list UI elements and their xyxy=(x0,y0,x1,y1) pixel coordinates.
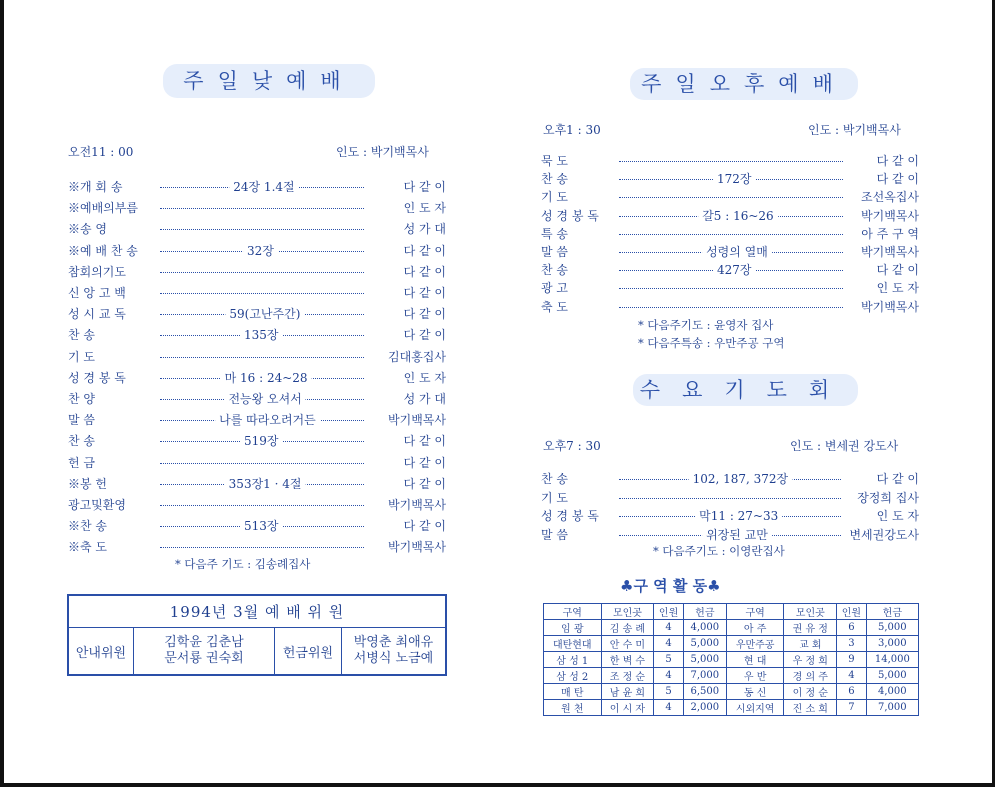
district-cell: 이 시 자 xyxy=(601,700,654,716)
wednesday-prayer-title: 수요기도회 xyxy=(633,374,858,406)
order-item-detail: 막11 : 27~33 xyxy=(695,506,782,526)
order-item-label: 성 경 봉 독 xyxy=(541,509,599,523)
order-item-person: 다 같 이 xyxy=(403,243,446,258)
district-cell: 동 신 xyxy=(726,684,784,700)
district-cell: 대탄현대 xyxy=(544,636,602,652)
order-item-label: 묵 도 xyxy=(541,154,568,168)
order-item-label: ※예 배 찬 송 xyxy=(68,243,138,258)
leader-dots xyxy=(160,272,364,273)
order-row xyxy=(541,278,919,298)
district-cell: 4 xyxy=(837,668,867,684)
order-item-label: 찬 송 xyxy=(68,434,95,449)
order-row xyxy=(68,389,446,409)
sunday-afternoon-title: 주일오후예배 xyxy=(630,68,858,100)
order-item-detail: 513장 xyxy=(240,516,283,536)
afternoon-leader: 인도 : 박기백목사 xyxy=(808,123,901,137)
district-cell: 6,500 xyxy=(683,684,726,700)
order-item-person: 박기백목사 xyxy=(388,540,446,555)
district-cell: 권 유 정 xyxy=(784,620,837,636)
order-item-label: ※송 영 xyxy=(68,222,107,237)
district-cell: 4 xyxy=(654,620,684,636)
district-cell: 한 벽 수 xyxy=(601,652,654,668)
order-row xyxy=(541,169,919,189)
order-item-detail: 24장 1.4절 xyxy=(229,177,298,197)
order-item-person: 김대홍집사 xyxy=(388,349,446,364)
leader-dots xyxy=(619,161,843,162)
order-item-person: 조선옥집사 xyxy=(861,190,919,205)
leader-dots xyxy=(619,307,843,308)
order-row xyxy=(541,506,919,526)
order-item-label: 말 씀 xyxy=(541,527,568,542)
order-item-person: 장정희 집사 xyxy=(857,490,919,505)
district-cell: 4,000 xyxy=(866,684,918,700)
order-item-person: 인 도 자 xyxy=(876,281,919,296)
district-cell: 삼 성 2 xyxy=(544,668,602,684)
district-cell: 4 xyxy=(654,700,684,716)
order-item-detail: 위장된 교만 xyxy=(702,525,772,545)
order-row xyxy=(68,241,446,261)
district-cell: 현 대 xyxy=(726,652,784,668)
order-row xyxy=(68,410,446,430)
district-cell: 삼 성 1 xyxy=(544,652,602,668)
order-item-detail: 나를 따라오려거든 xyxy=(215,410,320,430)
district-cell: 진 소 희 xyxy=(784,700,837,716)
order-item-label: 말 씀 xyxy=(68,413,95,428)
order-row xyxy=(541,488,919,508)
table-row xyxy=(544,684,919,700)
usher-label: 안내위원 xyxy=(69,628,134,675)
order-row xyxy=(541,525,919,545)
order-item-label: 기 도 xyxy=(541,190,568,205)
order-item-label: 광고및환영 xyxy=(68,498,126,512)
morning-next-week-note: * 다음주 기도 : 김송례집사 xyxy=(175,557,311,571)
sunday-morning-title: 주일낮예배 xyxy=(163,64,375,98)
district-cell: 5,000 xyxy=(866,620,918,636)
district-cell: 4,000 xyxy=(683,620,726,636)
order-item-detail: 353장1 · 4절 xyxy=(225,474,306,494)
order-item-label: 헌 금 xyxy=(68,455,95,470)
district-cell: 7,000 xyxy=(866,700,918,716)
order-row xyxy=(68,219,446,239)
district-cell: 7,000 xyxy=(683,668,726,684)
scan-border-bottom xyxy=(0,783,995,787)
wednesday-time: 오후7 : 30 xyxy=(543,439,601,453)
order-row xyxy=(541,224,919,244)
table-row xyxy=(544,620,919,636)
order-row xyxy=(541,469,919,489)
order-item-person: 다 같 이 xyxy=(403,180,446,194)
district-header-cell: 모인곳 xyxy=(601,604,654,620)
order-item-label: ※봉 헌 xyxy=(68,476,107,491)
district-cell: 매 탄 xyxy=(544,684,602,700)
order-row xyxy=(68,474,446,494)
march-duty-box xyxy=(67,594,447,676)
order-item-person: 다 같 이 xyxy=(403,328,446,343)
order-item-detail: 전능왕 오셔서 xyxy=(224,389,305,409)
order-item-label: 찬 양 xyxy=(68,392,95,406)
district-cell: 김 송 례 xyxy=(601,620,654,636)
order-item-label: 성 경 봉 독 xyxy=(541,208,599,223)
order-item-person: 박기백목사 xyxy=(861,208,919,223)
district-cell: 5,000 xyxy=(866,668,918,684)
table-row xyxy=(544,700,919,716)
order-row xyxy=(68,516,446,536)
order-item-label: 축 도 xyxy=(541,299,568,314)
order-item-person: 다 같 이 xyxy=(403,264,446,279)
order-item-person: 인 도 자 xyxy=(876,509,919,523)
order-item-detail: 519장 xyxy=(240,431,283,451)
table-row xyxy=(544,652,919,668)
district-cell: 남 윤 희 xyxy=(601,684,654,700)
order-item-detail: 성령의 열매 xyxy=(702,242,772,262)
order-item-label: 말 씀 xyxy=(541,245,568,259)
district-cell: 시외지역 xyxy=(726,700,784,716)
order-item-person: 박기백목사 xyxy=(861,299,919,314)
order-item-label: ※개 회 송 xyxy=(68,180,123,194)
district-cell: 3 xyxy=(837,636,867,652)
order-item-person: 인 도 자 xyxy=(403,370,446,385)
district-cell: 우 반 xyxy=(726,668,784,684)
order-item-person: 인 도 자 xyxy=(403,201,446,216)
order-item-person: 변세권강도사 xyxy=(849,527,919,542)
district-cell: 안 수 미 xyxy=(601,636,654,652)
order-item-label: ※축 도 xyxy=(68,540,107,555)
order-row xyxy=(68,283,446,303)
order-item-label: ※찬 송 xyxy=(68,519,107,534)
order-item-label: 참회의기도 xyxy=(68,264,126,279)
order-row xyxy=(68,368,446,388)
order-row xyxy=(541,151,919,171)
district-cell: 9 xyxy=(837,652,867,668)
order-item-person: 다 같 이 xyxy=(403,519,446,534)
district-cell: 2,000 xyxy=(683,700,726,716)
order-row xyxy=(68,262,446,282)
leader-dots xyxy=(160,208,364,209)
usher-names: 김학윤 김춘남 문서룡 권숙회 xyxy=(134,628,275,675)
order-item-detail: 59(고난주간) xyxy=(225,304,304,324)
district-cell: 3,000 xyxy=(866,636,918,652)
district-cell: 14,000 xyxy=(866,652,918,668)
leader-dots xyxy=(619,498,841,499)
order-row xyxy=(68,325,446,345)
order-item-person: 다 같 이 xyxy=(876,154,919,168)
district-header-cell: 헌금 xyxy=(683,604,726,620)
afternoon-next-prayer: * 다음주기도 : 윤영자 집사 xyxy=(638,318,774,332)
district-cell: 5,000 xyxy=(683,636,726,652)
order-item-person: 다 같 이 xyxy=(876,263,919,278)
district-header-cell: 구역 xyxy=(726,604,784,620)
district-cell: 아 주 xyxy=(726,620,784,636)
order-row xyxy=(68,347,446,367)
order-item-person: 다 같 이 xyxy=(403,476,446,491)
order-item-label: 기 도 xyxy=(541,490,568,505)
leader-dots xyxy=(160,229,364,230)
morning-leader: 인도 : 박기백목사 xyxy=(336,145,429,159)
duty-title: 1994년 3월 예 배 위 원 xyxy=(69,596,446,628)
order-row xyxy=(68,177,446,197)
order-item-detail: 102, 187, 372장 xyxy=(689,469,793,489)
order-item-detail: 32장 xyxy=(243,241,278,261)
wednesday-leader: 인도 : 변세권 강도사 xyxy=(790,439,899,453)
district-header-cell: 인원 xyxy=(654,604,684,620)
order-item-person: 박기백목사 xyxy=(861,245,919,259)
order-item-person: 다 같 이 xyxy=(876,472,919,486)
order-item-person: 다 같 이 xyxy=(403,434,446,449)
leader-dots xyxy=(619,197,843,198)
order-item-detail: 135장 xyxy=(240,325,283,345)
order-item-person: 다 같 이 xyxy=(403,286,446,300)
district-header-cell: 구역 xyxy=(544,604,602,620)
district-cell: 우만주공 xyxy=(726,636,784,652)
order-row xyxy=(541,187,919,207)
district-cell: 5,000 xyxy=(683,652,726,668)
order-row xyxy=(541,242,919,262)
order-item-label: 찬 송 xyxy=(68,328,95,343)
order-item-person: 다 같 이 xyxy=(403,307,446,322)
district-cell: 원 천 xyxy=(544,700,602,716)
order-row xyxy=(68,304,446,324)
offering-label: 헌금위원 xyxy=(275,628,342,675)
leader-dots xyxy=(160,547,364,548)
district-cell: 임 광 xyxy=(544,620,602,636)
leader-dots xyxy=(160,357,364,358)
offering-names: 박영춘 최애유 서병식 노금예 xyxy=(342,628,446,675)
leader-dots xyxy=(619,288,843,289)
table-row xyxy=(544,668,919,684)
order-row xyxy=(541,206,919,226)
order-item-detail: 427장 xyxy=(713,260,756,280)
order-item-label: 성 경 봉 독 xyxy=(68,370,126,385)
district-activity-title: ♣구 역 활 동♣ xyxy=(620,577,721,595)
order-item-label: 찬 송 xyxy=(541,472,568,486)
order-item-detail: 마 16 : 24~28 xyxy=(221,368,312,388)
district-cell: 5 xyxy=(654,652,684,668)
order-item-label: 광 고 xyxy=(541,281,568,296)
district-cell: 4 xyxy=(654,668,684,684)
order-item-person: 성 가 대 xyxy=(403,392,446,406)
order-item-person: 다 같 이 xyxy=(403,455,446,470)
order-item-label: 찬 송 xyxy=(541,172,568,187)
district-cell: 6 xyxy=(837,684,867,700)
leader-dots xyxy=(160,505,364,506)
order-row xyxy=(541,260,919,280)
district-header-cell: 인원 xyxy=(837,604,867,620)
order-item-person: 박기백목사 xyxy=(388,413,446,428)
leader-dots xyxy=(160,293,364,294)
order-item-detail: 172장 xyxy=(713,169,756,189)
order-row xyxy=(68,537,446,557)
district-cell: 우 정 희 xyxy=(784,652,837,668)
district-cell: 6 xyxy=(837,620,867,636)
district-header-cell: 모인곳 xyxy=(784,604,837,620)
order-row xyxy=(68,198,446,218)
district-cell: 4 xyxy=(654,636,684,652)
wednesday-next-prayer: * 다음주기도 : 이영란집사 xyxy=(653,544,785,558)
morning-time: 오전11 : 00 xyxy=(68,145,134,159)
order-row xyxy=(68,453,446,473)
order-item-detail: 갈5 : 16~26 xyxy=(698,206,778,226)
order-item-person: 다 같 이 xyxy=(876,172,919,187)
afternoon-time: 오후1 : 30 xyxy=(543,123,601,137)
order-item-person: 박기백목사 xyxy=(388,498,446,512)
order-item-label: 기 도 xyxy=(68,349,95,364)
order-row xyxy=(541,297,919,317)
order-item-label: 성 시 교 독 xyxy=(68,307,126,322)
order-item-label: 특 송 xyxy=(541,226,568,241)
district-cell: 교 회 xyxy=(784,636,837,652)
district-cell: 7 xyxy=(837,700,867,716)
district-cell: 조 정 순 xyxy=(601,668,654,684)
order-item-person: 성 가 대 xyxy=(403,222,446,237)
district-activity-table xyxy=(543,603,919,716)
order-row xyxy=(68,431,446,451)
afternoon-next-special-song: * 다음주특송 : 우만주공 구역 xyxy=(638,336,785,350)
order-item-label: ※예배의부름 xyxy=(68,201,138,216)
district-cell: 5 xyxy=(654,684,684,700)
district-cell: 이 정 순 xyxy=(784,684,837,700)
district-header-cell: 헌금 xyxy=(866,604,918,620)
district-cell: 경 의 주 xyxy=(784,668,837,684)
order-item-label: 신 앙 고 백 xyxy=(68,286,126,300)
order-item-label: 찬 송 xyxy=(541,263,568,278)
order-item-person: 아 주 구 역 xyxy=(861,226,919,241)
order-row xyxy=(68,495,446,515)
table-row xyxy=(544,636,919,652)
scan-border-left xyxy=(0,0,4,787)
leader-dots xyxy=(619,234,843,235)
leader-dots xyxy=(160,463,364,464)
